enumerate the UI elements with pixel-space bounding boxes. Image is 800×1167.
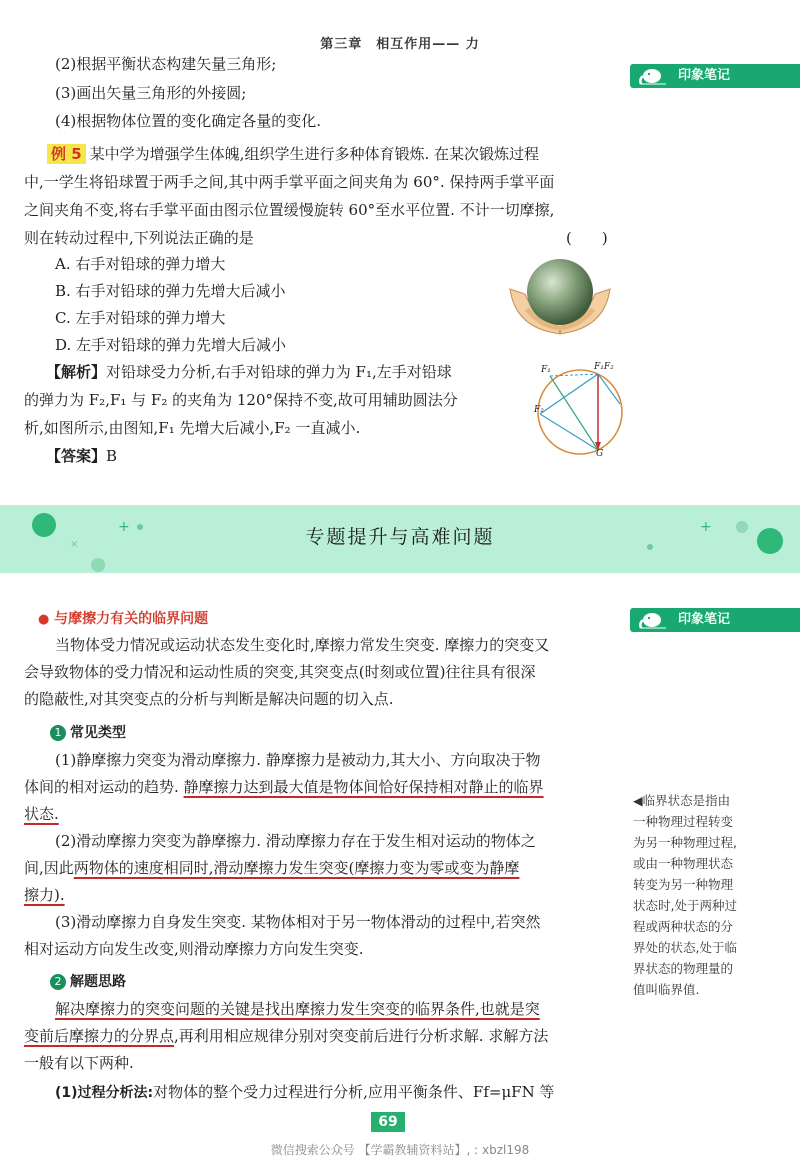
example-line: 之间夹角不变,将右手掌平面由图示位置缓慢旋转 60°至水平位置. 不计一切摩擦, (24, 201, 555, 219)
method-label: (1)过程分析法: (55, 1085, 154, 1101)
paragraph-line: 一般有以下两种. (24, 1054, 134, 1072)
answer-line (46, 446, 117, 466)
svg-text:+: + (700, 519, 712, 535)
elephant-icon (638, 611, 668, 629)
text: ,再利用相应规律分别对突变前后进行分析求解. 求解方法 (174, 1027, 549, 1045)
side-note-line: 界状态的物理量的 (633, 961, 734, 976)
answer-paren: ( ) (566, 229, 608, 247)
example-line (47, 144, 539, 164)
side-note-line: 转变为另一种物理 (633, 877, 734, 892)
label-f1f2: F₁F₂ (594, 362, 614, 372)
intro-line: 的隐蔽性,对其突变点的分析与判断是解决问题的切入点. (24, 690, 394, 708)
step-line: (4)根据物体位置的变化确定各量的变化. (55, 112, 322, 130)
paragraph-line: (3)滑动摩擦力自身发生突变. 某物体相对于另一物体滑动的过程中,若突然 (55, 913, 541, 931)
paragraph-line (55, 1082, 555, 1103)
step-line: (2)根据平衡状态构建矢量三角形; (55, 55, 277, 73)
option-c: C. 左手对铅球的弹力增大 (55, 309, 226, 327)
subheading-text: 常见类型 (70, 725, 126, 741)
page-number: 69 (371, 1112, 405, 1132)
section-title (38, 608, 208, 630)
analysis-line (46, 362, 452, 382)
underlined-text: 两物体的速度相同时,滑动摩擦力发生突变(摩擦力变为零或变为静摩 (73, 859, 520, 877)
underlined-text: 解决摩擦力的突变问题的关键是找出摩擦力发生突变的临界条件,也就是突 (55, 1000, 540, 1018)
underlined-text: 变前后摩擦力的分界点 (24, 1027, 175, 1045)
analysis-label: 【解析】 (46, 363, 107, 381)
paragraph-line (55, 999, 540, 1019)
section-title-text: 与摩擦力有关的临界问题 (54, 611, 209, 627)
option-a: A. 右手对铅球的弹力增大 (55, 255, 226, 273)
analysis-line: 析,如图所示,由图知,F₁ 先增大后减小,F₂ 一直减小. (24, 419, 361, 437)
subheading-2 (50, 971, 126, 992)
intro-line: 当物体受力情况或运动状态发生变化时,摩擦力常发生突变. 摩擦力的突变又 (55, 636, 550, 654)
side-note-line: 值叫临界值. (633, 982, 700, 997)
side-note-line: 程或两种状态的分 (633, 919, 734, 934)
label-g: G (596, 449, 604, 459)
side-note-line: 为另一种物理过程, (633, 835, 737, 850)
answer-label: 【答案】 (46, 447, 107, 465)
notes-label: 印象笔记 (678, 612, 731, 627)
paragraph-line (24, 858, 519, 878)
side-note-line: 或由一种物理状态 (633, 856, 734, 871)
text: 对物体的整个受力过程进行分析,应用平衡条件、Ff=μFN 等 (153, 1083, 555, 1101)
text: 体间的相对运动的趋势. (24, 778, 184, 796)
paragraph-line (24, 804, 59, 824)
side-note-line: 界处的状态,处于临 (633, 940, 737, 955)
label-f2: F₂ (534, 405, 544, 415)
side-note-line: ◀临界状态是指由 (633, 793, 731, 808)
paragraph-line (24, 885, 65, 905)
intro-line: 会导致物体的受力情况和运动性质的突变,其突变点(时刻或位置)往往具有很深 (24, 663, 536, 681)
side-note-line: 一种物理过程转变 (633, 814, 734, 829)
subheading-1 (50, 722, 126, 743)
paragraph-line: (1)静摩擦力突变为滑动摩擦力. 静摩擦力是被动力,其大小、方向取决于物 (55, 751, 541, 769)
example-label: 例 5 (47, 144, 86, 164)
example-line: 则在转动过程中,下列说法正确的是 (24, 229, 254, 247)
side-note-line: 状态时,处于两种过 (633, 898, 737, 913)
label-f1: F₁ (541, 365, 551, 375)
bullet-icon: ● (38, 612, 50, 627)
underlined-text: 静摩擦力达到最大值是物体间恰好保持相对静止的临界 (183, 778, 544, 796)
footer-watermark: 微信搜索公众号 【学霸教辅资料站】, : xbzl198 (270, 1143, 530, 1157)
number-badge: 2 (50, 974, 66, 990)
analysis-text: 对铅球受力分析,右手对铅球的弹力为 F₁,左手对铅球 (106, 363, 452, 381)
option-d: D. 左手对铅球的弹力先增大后减小 (55, 336, 287, 354)
paragraph-line (24, 777, 544, 797)
number-badge: 1 (50, 725, 66, 741)
underlined-text: 擦力). (24, 886, 65, 904)
svg-text:+: + (118, 519, 130, 535)
example-line: 中,一学生将铅球置于两手之间,其中两手掌平面之间夹角为 60°. 保持两手掌平面 (24, 173, 555, 191)
notes-tag (630, 64, 800, 88)
underlined-text: 状态. (24, 805, 59, 823)
paragraph-line: 相对运动方向发生改变,则滑动摩擦力方向发生突变. (24, 940, 364, 958)
shot-put-hands-illustration (505, 254, 615, 339)
paragraph-line (24, 1026, 548, 1046)
svg-text:×: × (70, 539, 79, 550)
notes-label: 印象笔记 (678, 68, 731, 83)
subheading-text: 解题思路 (70, 974, 126, 990)
option-b: B. 右手对铅球的弹力先增大后减小 (55, 282, 286, 300)
answer-value: B (106, 447, 118, 465)
paragraph-line: (2)滑动摩擦力突变为静摩擦力. 滑动摩擦力存在于发生相对运动的物体之 (55, 832, 536, 850)
elephant-icon (638, 67, 668, 85)
example-text: 某中学为增强学生体魄,组织学生进行多种体育锻炼. 在某次锻炼过程 (89, 145, 539, 163)
analysis-line: 的弹力为 F₂,F₁ 与 F₂ 的夹角为 120°保持不变,故可用辅助圆法分 (24, 391, 458, 409)
banner-title: 专题提升与高难问题 (305, 526, 495, 548)
text: 间,因此 (24, 859, 74, 877)
notes-tag (630, 608, 800, 632)
step-line: (3)画出矢量三角形的外接圆; (55, 84, 247, 102)
chapter-header: 第三章 相互作用—— 力 (320, 37, 480, 52)
